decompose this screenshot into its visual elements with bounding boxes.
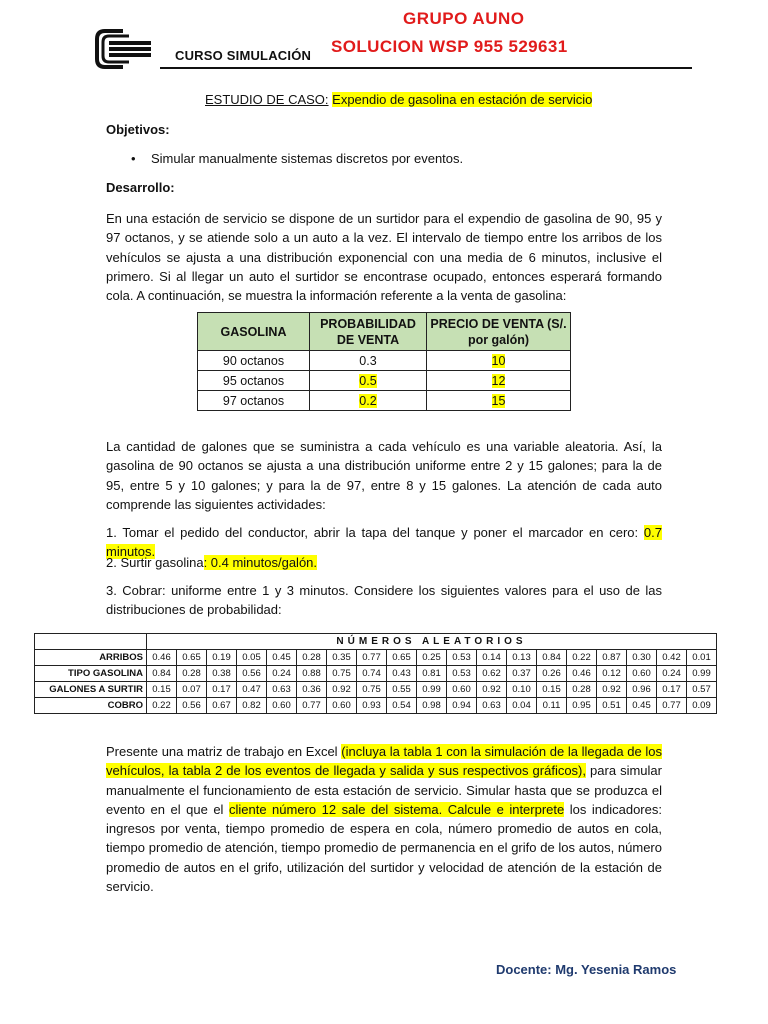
table-row	[198, 391, 571, 411]
table-row	[35, 650, 717, 666]
table-header: PRECIO DE VENTA (S/. por galón)	[427, 313, 571, 351]
instructions-paragraph	[106, 742, 662, 896]
random-value-cell: 0.01	[687, 650, 717, 666]
random-value-cell: 0.63	[267, 682, 297, 698]
random-value-cell: 0.11	[537, 698, 567, 714]
random-value-cell: 0.37	[507, 666, 537, 682]
random-value-cell: 0.14	[477, 650, 507, 666]
random-value-cell: 0.53	[447, 650, 477, 666]
random-value-cell: 0.45	[267, 650, 297, 666]
activity-2-text: 2. Surtir gasolina	[106, 555, 204, 570]
random-table-title-row	[35, 634, 717, 650]
probability-cell: 0.3	[310, 351, 427, 371]
random-value-cell: 0.24	[657, 666, 687, 682]
random-value-cell: 0.46	[567, 666, 597, 682]
table-row	[198, 371, 571, 391]
institution-logo	[93, 27, 155, 71]
random-value-cell: 0.88	[297, 666, 327, 682]
gasoline-table	[197, 312, 571, 411]
random-value-cell: 0.26	[537, 666, 567, 682]
objectives-heading: Objetivos:	[106, 122, 170, 137]
case-label: ESTUDIO DE CASO:	[205, 92, 329, 107]
random-value-cell: 0.92	[327, 682, 357, 698]
probability-cell	[310, 371, 427, 391]
price-value: 12	[491, 373, 506, 388]
gas-type-cell: 97 octanos	[198, 391, 310, 411]
random-value-cell: 0.65	[177, 650, 207, 666]
random-value-cell: 0.22	[567, 650, 597, 666]
random-value-cell: 0.53	[447, 666, 477, 682]
activity-1-text: 1. Tomar el pedido del conductor, abrir la tapa del tanque y poner el marcador en cero:	[106, 525, 644, 540]
row-label: TIPO GASOLINA	[35, 666, 147, 682]
gallons-paragraph: La cantidad de galones que se suministra a cada vehículo es una variable aleatoria. Así, la gasolina de 90 octanos se ajusta a una distribución uniforme entre 2 y 15 galones; para la de 95, entre 5 y 10 galones; y para la de 97, entre 8 y 15 galones. La atención de cada auto comprende las siguientes actividades:	[106, 439, 662, 512]
random-value-cell: 0.07	[177, 682, 207, 698]
instructions-text-2: para simular manualmente el funcionamiento de esta estación de servicio. Simular hasta que se produzca el evento en el que el	[106, 763, 662, 817]
random-value-cell: 0.56	[237, 666, 267, 682]
random-value-cell: 0.04	[507, 698, 537, 714]
random-value-cell: 0.65	[387, 650, 417, 666]
case-title	[205, 92, 592, 107]
random-value-cell: 0.51	[597, 698, 627, 714]
random-value-cell: 0.46	[147, 650, 177, 666]
random-value-cell: 0.15	[537, 682, 567, 698]
random-value-cell: 0.94	[447, 698, 477, 714]
row-label: COBRO	[35, 698, 147, 714]
random-value-cell: 0.77	[357, 650, 387, 666]
random-value-cell: 0.43	[387, 666, 417, 682]
random-value-cell: 0.81	[417, 666, 447, 682]
random-value-cell: 0.67	[207, 698, 237, 714]
random-value-cell: 0.54	[387, 698, 417, 714]
bullet-icon: •	[131, 151, 136, 166]
blank-cell	[35, 634, 147, 650]
instructions-highlight-2: cliente número 12 sale del sistema. Calcule e interprete	[228, 801, 565, 817]
random-table-title: NÚMEROS ALEATORIOS	[147, 634, 717, 650]
random-value-cell: 0.74	[357, 666, 387, 682]
random-value-cell: 0.56	[177, 698, 207, 714]
activity-3: 3. Cobrar: uniforme entre 1 y 3 minutos. Considere los siguientes valores para el uso de las distribuciones de probabilidad:	[106, 583, 662, 617]
objective-text: Simular manualmente sistemas discretos por eventos.	[151, 151, 464, 166]
development-paragraph: En una estación de servicio se dispone de un surtidor para el expendio de gasolina de 90, 95 y 97 octanos, y se atiende solo a un auto a la vez. El intervalo de tiempo entre los arribos de los vehículos se ajusta a una distribución exponencial con una media de 6 minutos, inclusive el primero. Si al llegar un auto el surtidor se encontrase ocupado, entonces esperará formando cola. A continuación, se muestra la información referente a la venta de gasolina:	[106, 211, 662, 304]
random-value-cell: 0.84	[147, 666, 177, 682]
instructions-text-1: Presente una matriz de trabajo en Excel	[106, 744, 342, 759]
random-value-cell: 0.25	[417, 650, 447, 666]
random-value-cell: 0.92	[477, 682, 507, 698]
random-value-cell: 0.55	[387, 682, 417, 698]
random-value-cell: 0.75	[357, 682, 387, 698]
random-numbers-table	[34, 633, 717, 714]
random-value-cell: 0.38	[207, 666, 237, 682]
random-value-cell: 0.92	[597, 682, 627, 698]
random-value-cell: 0.96	[627, 682, 657, 698]
price-cell	[427, 391, 571, 411]
random-value-cell: 0.22	[147, 698, 177, 714]
random-value-cell: 0.87	[597, 650, 627, 666]
random-value-cell: 0.45	[627, 698, 657, 714]
table-row	[35, 698, 717, 714]
activity-2-time: : 0.4 minutos/galón.	[203, 555, 318, 570]
random-value-cell: 0.12	[597, 666, 627, 682]
table-row	[35, 682, 717, 698]
table-header: PROBABILIDAD DE VENTA	[310, 313, 427, 351]
random-value-cell: 0.60	[327, 698, 357, 714]
table-row	[198, 351, 571, 371]
random-value-cell: 0.82	[237, 698, 267, 714]
random-value-cell: 0.75	[327, 666, 357, 682]
instructions-highlight-1: (incluya la tabla 1 con la simulación de la llegada de los vehículos, la tabla 2 de los eventos de llegada y salida y sus respectivos gráficos),	[106, 744, 662, 779]
random-value-cell: 0.15	[147, 682, 177, 698]
random-value-cell: 0.17	[657, 682, 687, 698]
random-value-cell: 0.35	[327, 650, 357, 666]
probability-value: 0.5	[359, 373, 377, 388]
case-name: Expendio de gasolina en estación de servicio	[332, 92, 593, 107]
probability-cell	[310, 391, 427, 411]
contact-banner: SOLUCION WSP 955 529631	[331, 37, 568, 56]
random-value-cell: 0.57	[687, 682, 717, 698]
random-value-cell: 0.98	[417, 698, 447, 714]
random-value-cell: 0.10	[507, 682, 537, 698]
row-label: GALONES A SURTIR	[35, 682, 147, 698]
activity-2	[106, 553, 662, 572]
random-value-cell: 0.13	[507, 650, 537, 666]
random-value-cell: 0.62	[477, 666, 507, 682]
random-value-cell: 0.19	[207, 650, 237, 666]
activity-1-time: 0.7 minutos.	[106, 525, 662, 559]
table-header: GASOLINA	[198, 313, 310, 351]
random-value-cell: 0.28	[567, 682, 597, 698]
course-title: CURSO SIMULACIÓN	[175, 48, 312, 63]
random-value-cell: 0.95	[567, 698, 597, 714]
random-value-cell: 0.93	[357, 698, 387, 714]
random-value-cell: 0.28	[177, 666, 207, 682]
price-value: 10	[491, 353, 506, 368]
price-value: 15	[491, 393, 506, 408]
probability-value: 0.2	[359, 393, 377, 408]
random-value-cell: 0.17	[207, 682, 237, 698]
random-value-cell: 0.09	[687, 698, 717, 714]
row-label: ARRIBOS	[35, 650, 147, 666]
random-value-cell: 0.42	[657, 650, 687, 666]
instructions-text-3: los indicadores: ingresos por venta, tiempo promedio de espera en cola, número promedio de autos en cola, tiempo promedio de atención, tiempo promedio de permanencia en el grifo de los autos, número promedio de autos en el grifo, utilización del surtidor y velocidad de atención de la estación de servicio.	[106, 801, 662, 895]
gas-type-cell: 90 octanos	[198, 351, 310, 371]
gas-type-cell: 95 octanos	[198, 371, 310, 391]
random-value-cell: 0.99	[687, 666, 717, 682]
random-value-cell: 0.99	[417, 682, 447, 698]
random-value-cell: 0.77	[297, 698, 327, 714]
random-value-cell: 0.28	[297, 650, 327, 666]
teacher-signature: Docente: Mg. Yesenia Ramos	[496, 962, 677, 977]
random-value-cell: 0.60	[627, 666, 657, 682]
random-value-cell: 0.24	[267, 666, 297, 682]
development-heading: Desarrollo:	[106, 180, 175, 195]
group-name: GRUPO AUNO	[403, 9, 525, 28]
random-value-cell: 0.30	[627, 650, 657, 666]
random-value-cell: 0.05	[237, 650, 267, 666]
price-cell	[427, 351, 571, 371]
random-value-cell: 0.47	[237, 682, 267, 698]
random-value-cell: 0.63	[477, 698, 507, 714]
random-value-cell: 0.60	[447, 682, 477, 698]
random-value-cell: 0.77	[657, 698, 687, 714]
objective-item	[131, 151, 463, 166]
table-row	[35, 666, 717, 682]
random-value-cell: 0.60	[267, 698, 297, 714]
random-value-cell: 0.84	[537, 650, 567, 666]
price-cell	[427, 371, 571, 391]
random-value-cell: 0.36	[297, 682, 327, 698]
header-divider	[160, 67, 692, 69]
